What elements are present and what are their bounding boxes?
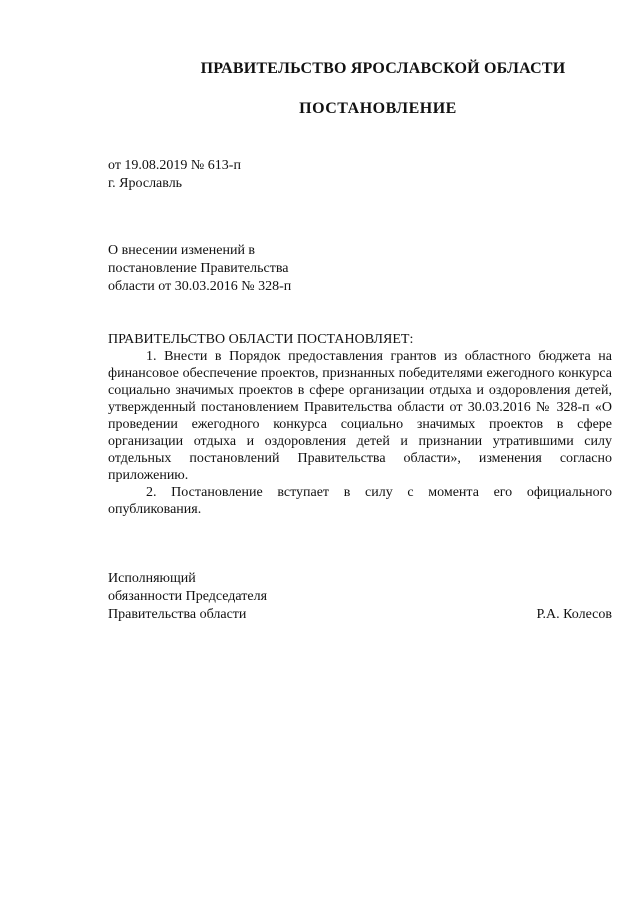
- signatory-title-line: Исполняющий: [108, 571, 196, 586]
- document-subject: [108, 242, 291, 296]
- paragraph-item-2: 2. Постановление вступает в силу с момента его официального опубликования.: [108, 485, 612, 517]
- paragraph-item-1: 1. Внести в Порядок предоставления грантов из областного бюджета на финансовое обеспечение проектов, признанных победителями ежегодного конкурса социально значимых проектов в сфере организации отдыха и оздоровления детей, утвержденный постановлением Правительства области от 30.03.2016 № 328-п «О проведении ежегодного конкурса социально значимых проектов в сфере организации отдыха и оздоровления детей и признании утратившими силу отдельных постановлений Правительства области», изменения согласно приложению.: [108, 349, 612, 483]
- document-body: [108, 331, 612, 518]
- signature-block: [108, 570, 612, 624]
- document-meta: [108, 157, 241, 193]
- organization-title: ПРАВИТЕЛЬСТВО ЯРОСЛАВСКОЙ ОБЛАСТИ: [200, 60, 566, 77]
- decree-heading: ПРАВИТЕЛЬСТВО ОБЛАСТИ ПОСТАНОВЛЯЕТ:: [108, 332, 414, 347]
- signatory-name: Р.А. Колесов: [536, 607, 612, 622]
- subject-line: О внесении изменений в: [108, 243, 256, 258]
- date-number: от 19.08.2019 № 613-п: [108, 158, 241, 173]
- signatory-title-line: Правительства области: [108, 607, 247, 622]
- signatory-title-line: обязанности Председателя: [108, 589, 268, 604]
- signature-row: [108, 606, 612, 624]
- subject-line: постановление Правительства: [108, 261, 289, 276]
- subject-line: области от 30.03.2016 № 328-п: [108, 279, 292, 294]
- document-type-title: ПОСТАНОВЛЕНИЕ: [299, 100, 457, 117]
- city: г. Ярославль: [108, 176, 183, 191]
